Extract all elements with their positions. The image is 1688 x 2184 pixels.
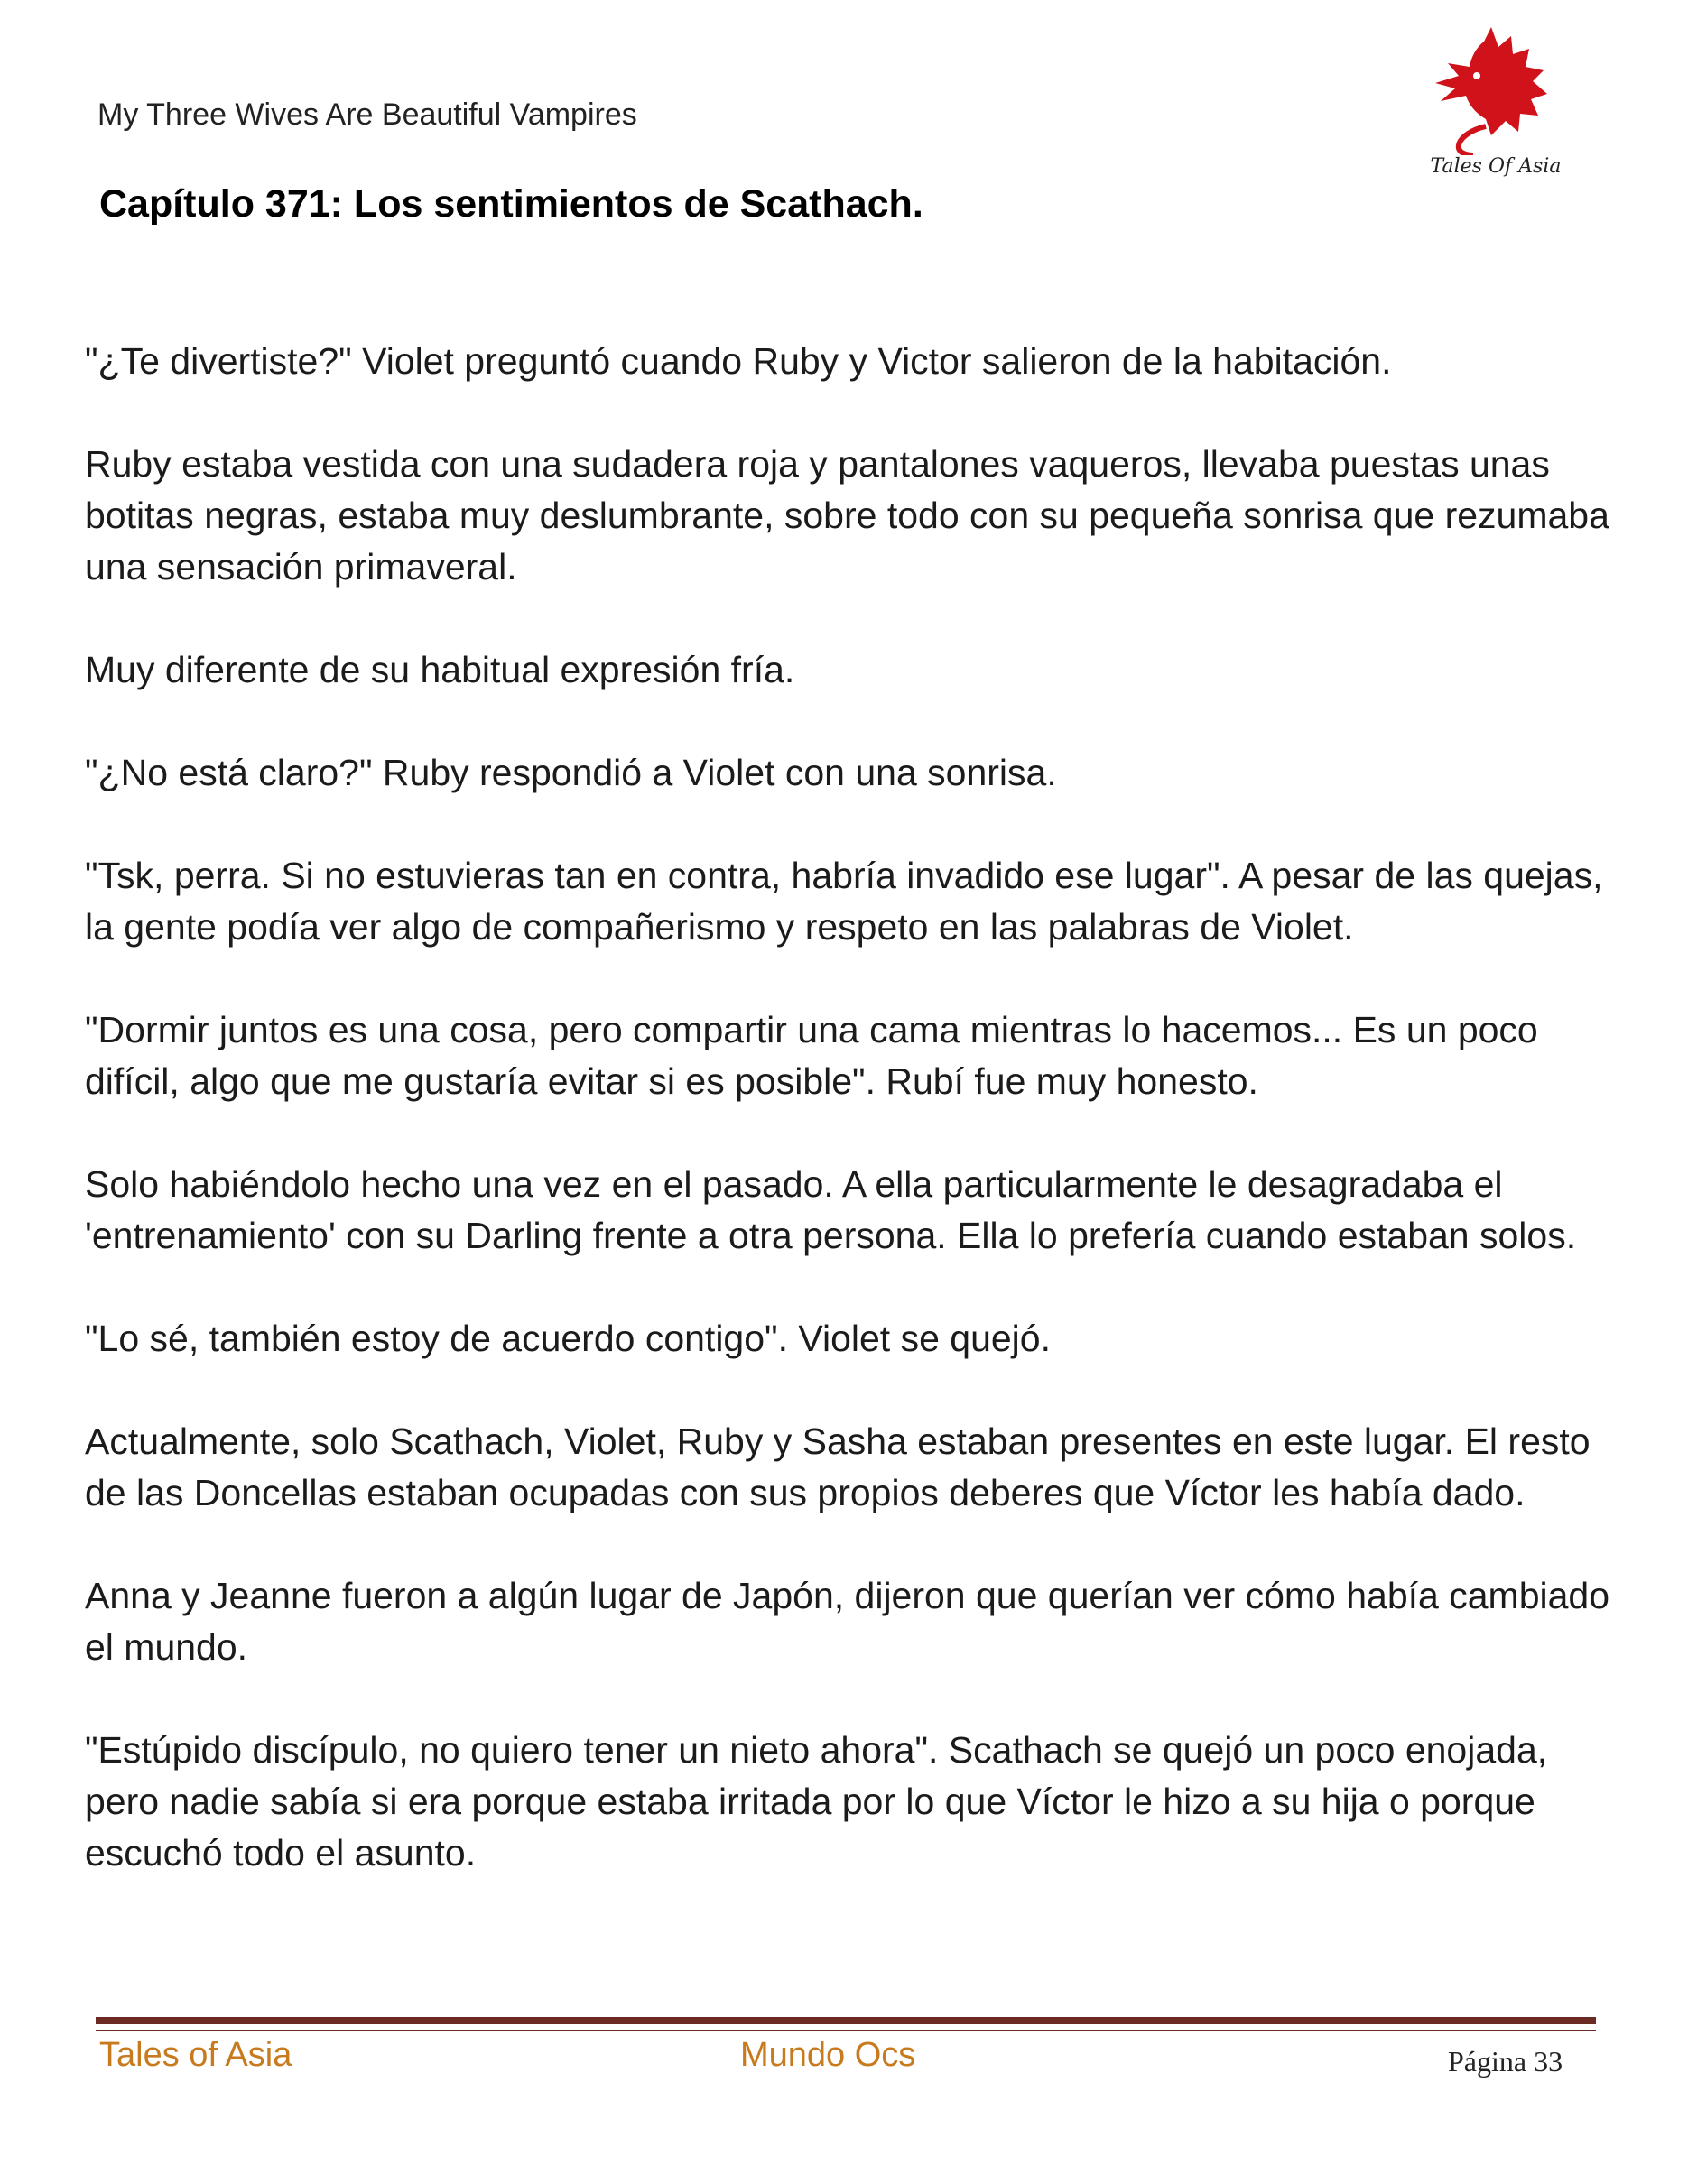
paragraph: Actualmente, solo Scathach, Violet, Ruby y Sasha estaban presentes en este lugar. El resto de las Doncellas estaban ocupadas con sus propios deberes que Víctor les había dado. — [85, 1421, 1591, 1513]
paragraph: "¿Te divertiste?" Violet preguntó cuando Ruby y Victor salieron de la habitación. — [85, 340, 1392, 382]
footer-site-name: Tales of Asia — [99, 2036, 292, 2074]
page-number: Página 33 — [1448, 2045, 1563, 2078]
tales-of-asia-logo — [1428, 20, 1563, 182]
footer-divider-thin — [96, 2030, 1596, 2031]
footer-divider — [96, 2017, 1596, 2024]
paragraph: "Estúpido discípulo, no quiero tener un nieto ahora". Scathach se quejó un poco enojada, pero nadie sabía si era porque estaba irritada por lo que Víctor le hizo a su hija o porque escuchó todo el asunto. — [85, 1729, 1548, 1874]
paragraph: "Dormir juntos es una cosa, pero compartir una cama mientras lo hacemos... Es un poco difícil, algo que me gustaría evitar si es posible". Rubí fue muy honesto. — [85, 1009, 1538, 1102]
paragraph: Solo habiéndolo hecho una vez en el pasado. A ella particularmente le desagradaba el 'entrenamiento' con su Darling frente a otra persona. Ella lo prefería cuando estaban solos. — [85, 1163, 1577, 1256]
paragraph: Ruby estaba vestida con una sudadera roja y pantalones vaqueros, llevaba puestas unas botitas negras, estaba muy deslumbrante, sobre todo con su pequeña sonrisa que rezumaba una sensación primaveral. — [85, 443, 1609, 588]
paragraph: "¿No está claro?" Ruby respondió a Violet con una sonrisa. — [85, 752, 1057, 793]
logo-text: Tales Of Asia — [1430, 155, 1562, 178]
paragraph: Anna y Jeanne fueron a algún lugar de Japón, dijeron que querían ver cómo había cambiado el mundo. — [85, 1575, 1610, 1668]
red-dragon-logo-icon — [1428, 20, 1563, 155]
book-title: My Three Wives Are Beautiful Vampires — [97, 97, 637, 132]
chapter-title: Capítulo 371: Los sentimientos de Scathach. — [99, 182, 923, 226]
paragraph: "Lo sé, también estoy de acuerdo contigo". Violet se quejó. — [85, 1318, 1051, 1359]
paragraph: Muy diferente de su habitual expresión fría. — [85, 649, 795, 690]
footer-section-name: Mundo Ocs — [740, 2036, 916, 2074]
paragraph: "Tsk, perra. Si no estuvieras tan en contra, habría invadido ese lugar". A pesar de las quejas, la gente podía ver algo de compañerismo y respeto en las palabras de Violet. — [85, 855, 1603, 948]
chapter-body — [85, 336, 1628, 1930]
